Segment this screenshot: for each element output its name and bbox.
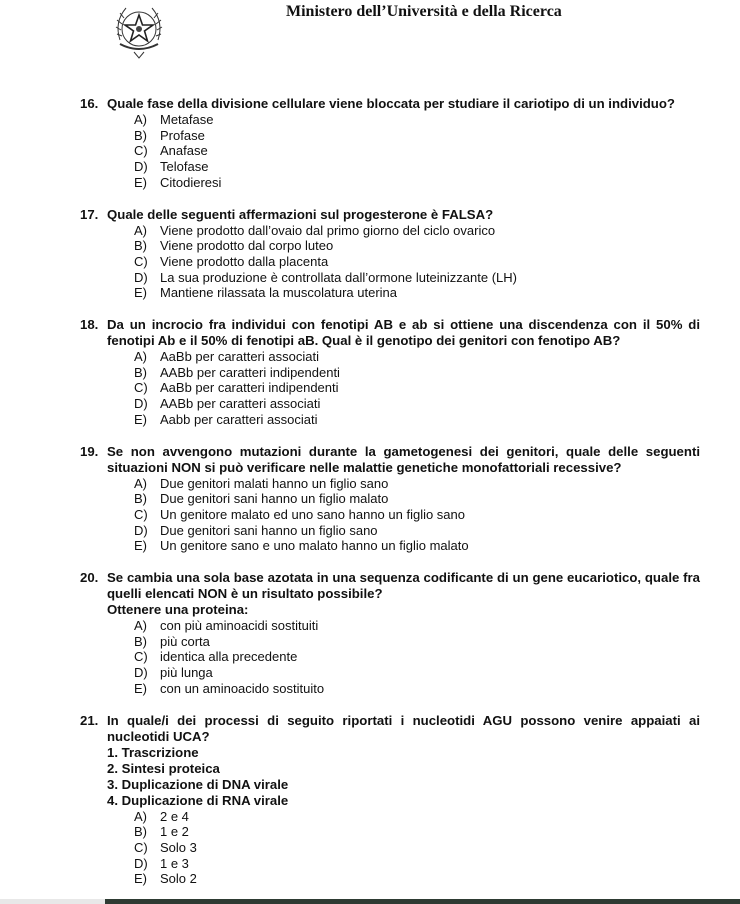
- answer-option: [134, 538, 700, 554]
- option-text: AaBb per caratteri associati: [160, 349, 319, 365]
- option-letter: C): [134, 253, 148, 269]
- question-number: 19.: [80, 443, 99, 459]
- answer-options: [134, 349, 700, 428]
- option-text: Due genitori sani hanno un figlio malato: [160, 491, 389, 507]
- option-letter: D): [134, 665, 148, 681]
- question-text: Quale delle seguenti affermazioni sul progesterone è FALSA?: [107, 206, 494, 222]
- option-letter: A): [134, 112, 147, 127]
- option-letter: B): [134, 824, 147, 840]
- answer-options: [134, 476, 700, 555]
- answer-option: [134, 649, 700, 665]
- option-letter: B): [134, 491, 147, 507]
- answer-options: [134, 809, 700, 888]
- option-letter: C): [134, 143, 148, 159]
- option-text: AABb per caratteri indipendenti: [160, 364, 340, 380]
- option-text: più corta: [160, 633, 210, 649]
- option-text: La sua produzione è controllata dall’ormone luteinizzante (LH): [160, 269, 517, 285]
- option-text: Citodieresi: [160, 174, 222, 190]
- question-text: In quale/i dei processi di seguito riportati i nucleotidi AGU possono venire appaiati ai nucleotidi UCA?: [107, 712, 700, 744]
- answer-option: [134, 681, 700, 697]
- answer-option: [134, 396, 700, 412]
- answer-option: [134, 491, 700, 507]
- question-header: [80, 317, 700, 349]
- answer-option: [134, 128, 700, 144]
- question-subline: Ottenere una proteina:: [107, 602, 249, 618]
- option-text: identica alla precedente: [160, 649, 298, 665]
- answer-option: [134, 285, 700, 301]
- answer-option: [134, 238, 700, 254]
- answer-option: [134, 380, 700, 396]
- answer-option: [134, 112, 700, 128]
- option-text: Viene prodotto dall’ovaio dal primo giorno del ciclo ovarico: [160, 222, 496, 238]
- question-text: Se non avvengono mutazioni durante la gametogenesi dei genitori, quale delle seguenti situazioni NON si può verificare nelle malattie genetiche monofattoriali recessive?: [107, 443, 700, 475]
- bottom-bar: [0, 899, 740, 904]
- answer-option: [134, 840, 700, 856]
- answer-option: [134, 824, 700, 840]
- option-text: con più aminoacidi sostituiti: [160, 618, 319, 634]
- question: [80, 317, 700, 428]
- question-header: [80, 444, 700, 476]
- option-text: Un genitore malato ed uno sano hanno un figlio sano: [160, 506, 465, 522]
- option-letter: E): [134, 411, 147, 427]
- option-letter: A): [134, 222, 147, 238]
- option-text: Profase: [160, 127, 205, 143]
- question-header: [80, 570, 700, 602]
- question-subline: 1. Trascrizione: [107, 744, 199, 760]
- answer-options: [134, 223, 700, 302]
- answer-option: [134, 809, 700, 825]
- question-header: [80, 713, 700, 745]
- option-letter: A): [134, 808, 147, 824]
- option-letter: C): [134, 649, 148, 665]
- option-letter: A): [134, 475, 147, 491]
- option-text: AaBb per caratteri indipendenti: [160, 380, 339, 396]
- question-header: [80, 207, 700, 223]
- question-subline: 4. Duplicazione di RNA virale: [107, 792, 289, 808]
- option-letter: E): [134, 538, 147, 554]
- option-letter: C): [134, 506, 148, 522]
- answer-option: [134, 175, 700, 191]
- answer-option: [134, 349, 700, 365]
- answer-option: [134, 254, 700, 270]
- question-number: 16.: [80, 96, 99, 111]
- option-letter: B): [134, 364, 147, 380]
- question-text: Se cambia una sola base azotata in una sequenza codificante di un gene eucariotico, quale fra quelli elencati NON è un risultato possibile?: [107, 570, 700, 602]
- option-letter: B): [134, 238, 147, 254]
- option-text: Un genitore sano e uno malato hanno un figlio malato: [160, 538, 469, 554]
- answer-options: [134, 112, 700, 191]
- republic-emblem-icon: [110, 0, 168, 62]
- question-number: 17.: [80, 206, 99, 222]
- answer-option: [134, 618, 700, 634]
- option-letter: C): [134, 839, 148, 855]
- option-text: Due genitori sani hanno un figlio sano: [160, 522, 378, 538]
- option-text: con un aminoacido sostituito: [160, 680, 325, 696]
- answer-option: [134, 476, 700, 492]
- question-number: 18.: [80, 317, 99, 333]
- option-letter: A): [134, 349, 147, 365]
- option-text: 1 e 3: [160, 855, 189, 871]
- answer-option: [134, 856, 700, 872]
- question-number: 20.: [80, 570, 99, 586]
- answer-option: [134, 270, 700, 286]
- option-letter: E): [134, 680, 147, 696]
- answer-option: [134, 523, 700, 539]
- question: [80, 207, 700, 302]
- option-letter: B): [134, 127, 147, 143]
- option-letter: D): [134, 522, 148, 538]
- questions-list: [80, 96, 700, 903]
- option-letter: C): [134, 380, 148, 396]
- option-text: Due genitori malati hanno un figlio sano: [160, 475, 389, 491]
- question: [80, 444, 700, 555]
- question-number: 21.: [80, 712, 99, 728]
- option-text: Mantiene rilassata la muscolatura uterina: [160, 285, 398, 301]
- option-letter: E): [134, 174, 147, 190]
- answer-options: [134, 618, 700, 697]
- question-text: Da un incrocio fra individui con fenotipi AB e ab si ottiene una discendenza con il 50% di fenotipi Ab e il 50% di fenotipi aB. Qual è il genotipo dei genitori con fenotipo AB?: [107, 317, 700, 349]
- option-text: Solo 2: [160, 871, 197, 887]
- option-letter: D): [134, 396, 148, 412]
- option-text: Anafase: [160, 143, 208, 159]
- answer-option: [134, 412, 700, 428]
- option-letter: A): [134, 618, 147, 634]
- question: [80, 570, 700, 697]
- option-text: 2 e 4: [160, 808, 189, 824]
- option-letter: D): [134, 269, 148, 285]
- option-text: Viene prodotto dalla placenta: [160, 253, 329, 269]
- option-letter: E): [134, 871, 147, 887]
- answer-option: [134, 143, 700, 159]
- answer-option: [134, 871, 700, 887]
- answer-option: [134, 223, 700, 239]
- question-subline: 2. Sintesi proteica: [107, 760, 220, 776]
- question: [80, 713, 700, 888]
- answer-option: [134, 665, 700, 681]
- option-letter: D): [134, 159, 148, 175]
- question-subline: 3. Duplicazione di DNA virale: [107, 776, 289, 792]
- answer-option: [134, 159, 700, 175]
- answer-option: [134, 634, 700, 650]
- question-text: Quale fase della divisione cellulare viene bloccata per studiare il cariotipo di un individuo?: [107, 96, 675, 111]
- option-letter: D): [134, 855, 148, 871]
- question: [80, 96, 700, 191]
- option-text: Telofase: [160, 159, 209, 175]
- answer-option: [134, 365, 700, 381]
- option-letter: B): [134, 633, 147, 649]
- option-letter: E): [134, 285, 147, 301]
- ministry-header: Ministero dell’Università e della Ricerca: [286, 3, 562, 20]
- option-text: AABb per caratteri associati: [160, 396, 321, 412]
- option-text: Solo 3: [160, 839, 197, 855]
- option-text: più lunga: [160, 665, 213, 681]
- option-text: Viene prodotto dal corpo luteo: [160, 238, 334, 254]
- option-text: 1 e 2: [160, 824, 189, 840]
- option-text: Aabb per caratteri associati: [160, 411, 318, 427]
- question-header: [80, 96, 700, 112]
- option-text: Metafase: [160, 112, 214, 127]
- answer-option: [134, 507, 700, 523]
